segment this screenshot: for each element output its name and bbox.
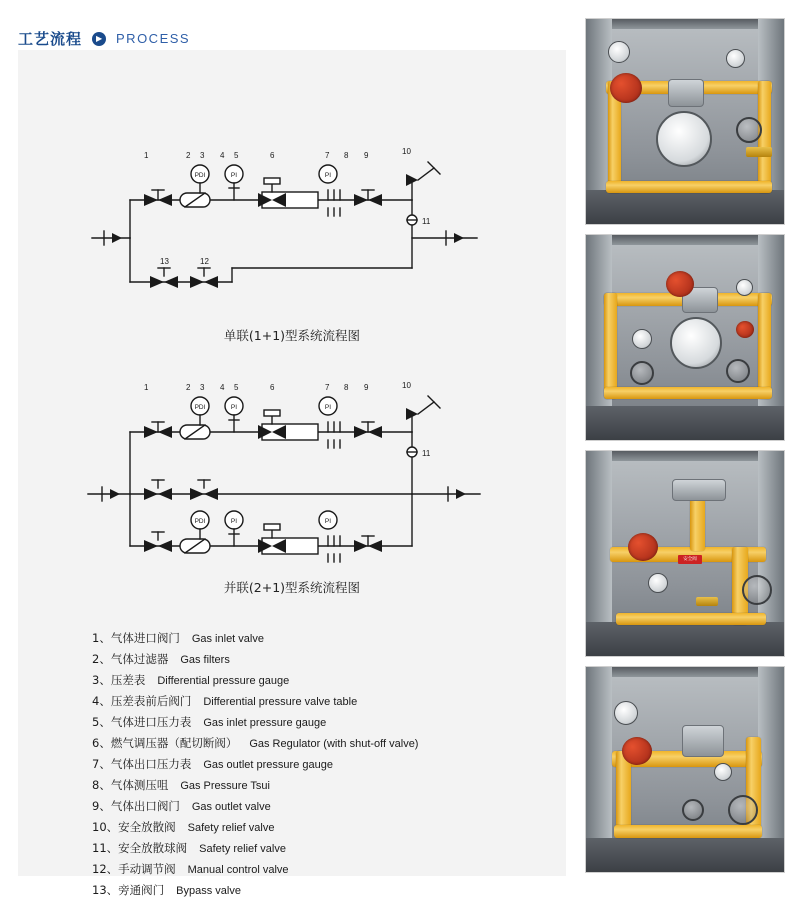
pressure-gauge-left [608, 41, 630, 63]
legend-cn: 安全放散球阀 [118, 841, 188, 855]
legend-list [92, 628, 552, 901]
legend-cn: 旁通阀门 [118, 883, 165, 897]
svg-text:6: 6 [270, 151, 275, 160]
list-item [92, 628, 552, 649]
pressure-gauge-left [614, 701, 638, 725]
handwheel-right [728, 795, 758, 825]
cabinet-ceiling [586, 235, 784, 245]
svg-text:3: 3 [200, 151, 205, 160]
legend-en: Gas outlet pressure gauge [203, 759, 333, 771]
svg-text:5: 5 [234, 151, 239, 160]
list-item [92, 691, 552, 712]
legend-index: 12、 [92, 862, 119, 876]
svg-text:11: 11 [422, 449, 431, 458]
svg-text:8: 8 [344, 383, 349, 392]
system-diagram-2 [82, 374, 502, 574]
legend-en: Safety relief valve [187, 822, 275, 834]
legend-en: Gas inlet pressure gauge [203, 717, 327, 729]
legend-index: 8、 [92, 778, 111, 792]
legend-cn: 气体出口阀门 [110, 799, 180, 813]
regulator-body [682, 725, 724, 757]
handwheel-left [630, 361, 654, 385]
handwheel-right [736, 117, 762, 143]
list-item [92, 817, 552, 838]
cabinet-ceiling [586, 19, 784, 29]
legend-index: 7、 [92, 757, 111, 771]
svg-text:PI: PI [230, 404, 238, 411]
svg-text:4: 4 [220, 151, 225, 160]
gas-regulating-skid-photo-2 [585, 234, 785, 441]
svg-text:7: 7 [325, 383, 330, 392]
pipe-bottom-horizontal [616, 613, 766, 625]
legend-index: 2、 [92, 652, 111, 666]
legend-en: Manual control valve [187, 864, 289, 876]
list-item [92, 754, 552, 775]
svg-text:6: 6 [270, 383, 275, 392]
pipe-left-vertical [604, 293, 617, 399]
list-item [92, 775, 552, 796]
regulator-dial [656, 111, 712, 167]
pressure-gauge-right [726, 49, 745, 68]
shutoff-valve-actuator [666, 271, 694, 297]
legend-cn: 手动调节阀 [118, 862, 176, 876]
svg-text:11: 11 [422, 217, 431, 226]
gas-regulating-skid-photo-1 [585, 18, 785, 225]
pipe-bottom-horizontal [606, 181, 772, 193]
pipe-bottom-horizontal [604, 387, 772, 399]
legend-en: Differential pressure gauge [157, 675, 290, 687]
svg-text:PI: PI [230, 518, 238, 525]
cabinet-floor [586, 406, 784, 440]
svg-text:10: 10 [402, 147, 411, 156]
legend-en: Gas Regulator (with shut-off valve) [249, 738, 419, 750]
cabinet-floor [586, 190, 784, 224]
legend-en: Gas Pressure Tsui [180, 780, 270, 792]
svg-text:1: 1 [144, 151, 149, 160]
legend-en: Bypass valve [176, 885, 241, 897]
svg-text:13: 13 [160, 257, 169, 266]
svg-text:8: 8 [344, 151, 349, 160]
svg-text:PI: PI [230, 172, 238, 179]
regulator-body [668, 79, 704, 107]
svg-text:PDI: PDI [194, 172, 206, 179]
svg-text:9: 9 [364, 151, 369, 160]
legend-index: 11、 [92, 841, 119, 855]
svg-text:PI: PI [324, 404, 332, 411]
legend-cn: 气体进口压力表 [110, 715, 192, 729]
svg-text:3: 3 [200, 383, 205, 392]
cabinet-floor [586, 622, 784, 656]
shutoff-valve-actuator [622, 737, 652, 765]
legend-index: 9、 [92, 799, 111, 813]
cabinet-ceiling [586, 451, 784, 461]
list-item [92, 670, 552, 691]
legend-index: 3、 [92, 673, 111, 687]
regulator-dial [670, 317, 722, 369]
list-item [92, 649, 552, 670]
process-panel [18, 50, 566, 897]
svg-text:1: 1 [144, 383, 149, 392]
photo-column [585, 18, 785, 873]
diagram-1-caption: 单联(1+1)型系统流程图 [223, 328, 361, 343]
svg-text:PI: PI [324, 518, 332, 525]
legend-index: 10、 [92, 820, 119, 834]
page-title-en: PROCESS [116, 31, 191, 46]
legend-cn: 安全放散阀 [118, 820, 176, 834]
legend-cn: 燃气调压器（配切断阀） [110, 736, 238, 750]
handwheel-center [682, 799, 704, 821]
regulator-top-body [672, 479, 726, 501]
legend-en: Differential pressure valve table [203, 696, 358, 708]
legend-en: Gas outlet valve [191, 801, 271, 813]
list-item [92, 733, 552, 754]
pressure-gauge [648, 573, 668, 593]
svg-text:12: 12 [200, 257, 209, 266]
list-item [92, 712, 552, 733]
play-icon: ▶ [92, 32, 106, 46]
legend-en: Gas filters [180, 654, 230, 666]
legend-index: 5、 [92, 715, 111, 729]
shutoff-valve-actuator [610, 73, 642, 103]
cabinet-floor [586, 838, 784, 872]
svg-text:PI: PI [324, 172, 332, 179]
handwheel-right [742, 575, 772, 605]
list-item [92, 796, 552, 817]
safety-valve-actuator [628, 533, 658, 561]
gas-regulating-skid-photo-4 [585, 666, 785, 873]
page-title-cn: 工艺流程 [18, 31, 83, 48]
svg-text:7: 7 [325, 151, 330, 160]
svg-text:2: 2 [186, 383, 191, 392]
svg-text:4: 4 [220, 383, 225, 392]
pressure-gauge-left [632, 329, 652, 349]
svg-text:5: 5 [234, 383, 239, 392]
list-item [92, 859, 552, 880]
pipe-bottom-horizontal [614, 825, 762, 838]
legend-index: 4、 [92, 694, 111, 708]
svg-text:PDI: PDI [194, 518, 206, 525]
legend-cn: 压差表前后阀门 [110, 694, 192, 708]
legend-en: Gas inlet valve [191, 633, 264, 645]
handwheel-right [726, 359, 750, 383]
diagram-2-caption: 并联(2+1)型系统流程图 [223, 580, 361, 595]
list-item [92, 838, 552, 859]
system-diagram-1 [82, 90, 502, 320]
pressure-gauge-right [736, 279, 753, 296]
svg-text:2: 2 [186, 151, 191, 160]
svg-text:PDI: PDI [194, 404, 206, 411]
legend-cn: 气体进口阀门 [110, 631, 180, 645]
legend-index: 13、 [92, 883, 119, 897]
legend-cn: 气体测压咀 [110, 778, 169, 792]
legend-en: Safety relief valve [199, 843, 286, 855]
page-header [18, 28, 190, 49]
legend-index: 6、 [92, 736, 111, 750]
flange-lower [696, 597, 718, 606]
legend-cn: 气体出口压力表 [110, 757, 192, 771]
cabinet-ceiling [586, 667, 784, 677]
svg-text:9: 9 [364, 383, 369, 392]
pipe-right-vertical [758, 293, 771, 399]
gas-regulating-skid-photo-3 [585, 450, 785, 657]
flange-outlet [746, 147, 772, 157]
pipe-riser-center [690, 495, 705, 551]
status-badge: 安全阀 [678, 555, 702, 564]
legend-cn: 气体过滤器 [110, 652, 169, 666]
svg-text:10: 10 [402, 381, 411, 390]
list-item [92, 880, 552, 901]
pressure-gauge-right [714, 763, 732, 781]
legend-cn: 压差表 [110, 673, 146, 687]
valve-actuator-right [736, 321, 754, 338]
legend-index: 1、 [92, 631, 111, 645]
